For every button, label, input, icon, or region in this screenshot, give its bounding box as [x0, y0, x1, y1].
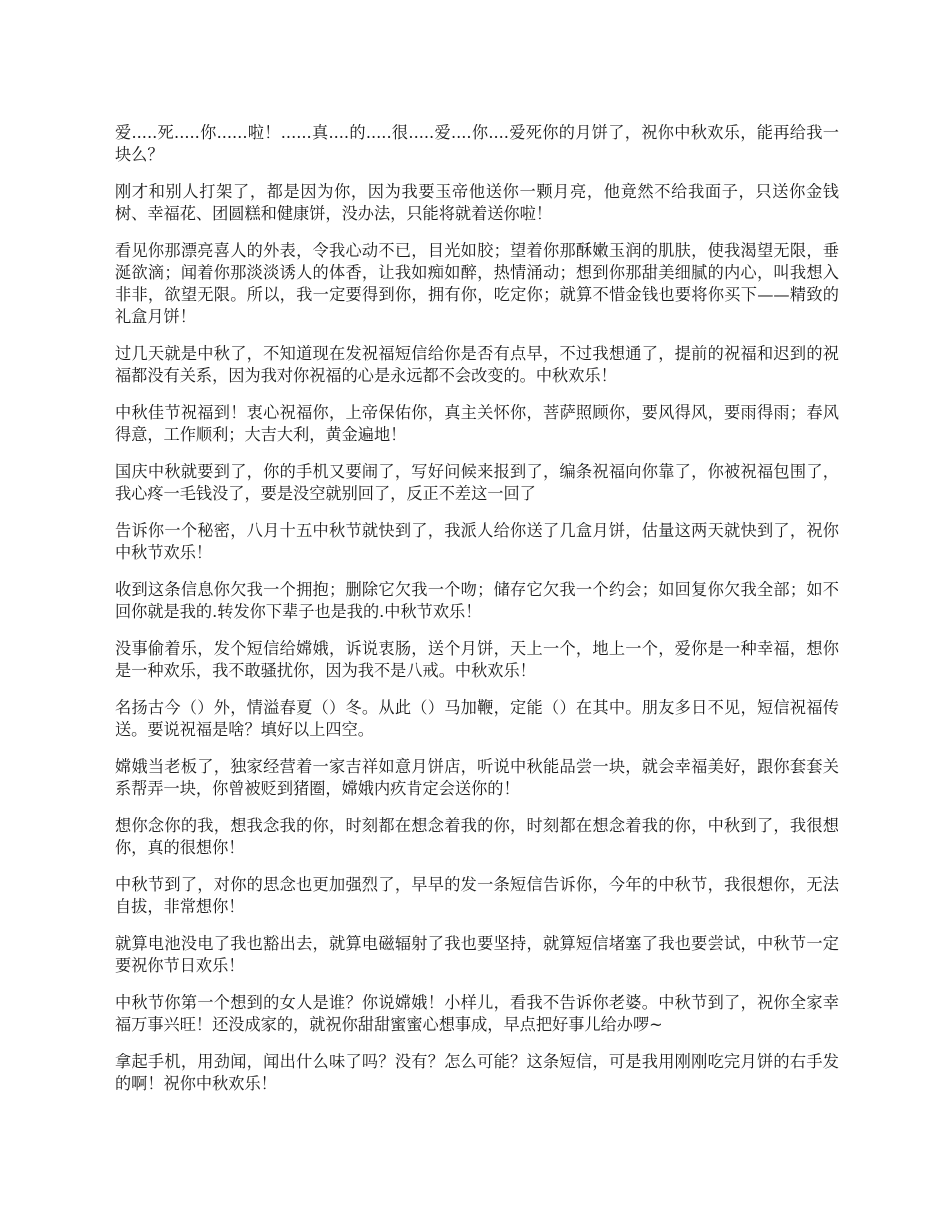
- paragraph: 中秋节你第一个想到的女人是谁？你说嫦娥！小样儿，看我不告诉你老婆。中秋节到了，祝你全家幸福万事兴旺！还没成家的，就祝你甜甜蜜蜜心想事成，早点把好事儿给办啰~: [115, 993, 839, 1034]
- paragraph: 中秋佳节祝福到！衷心祝福你，上帝保佑你，真主关怀你，菩萨照顾你，要风得风，要雨得雨；春风得意，工作顺利；大吉大利，黄金遍地！: [115, 403, 839, 444]
- paragraph: 想你念你的我，想我念我的你，时刻都在想念着我的你，时刻都在想念着我的你，中秋到了，我很想你，真的很想你！: [115, 816, 839, 857]
- document-body: [115, 122, 839, 1110]
- paragraph: 没事偷着乐，发个短信给嫦娥，诉说衷肠，送个月饼，天上一个，地上一个，爱你是一种幸福，想你是一种欢乐，我不敢骚扰你，因为我不是八戒。中秋欢乐！: [115, 639, 839, 680]
- paragraph: 中秋节到了，对你的思念也更加强烈了，早早的发一条短信告诉你，今年的中秋节，我很想你，无法自拔，非常想你！: [115, 875, 839, 916]
- paragraph: 名扬古今（）外，情溢春夏（）冬。从此（）马加鞭，定能（）在其中。朋友多日不见，短信祝福传送。要说祝福是啥？填好以上四空。: [115, 698, 839, 739]
- paragraph: 国庆中秋就要到了，你的手机又要闹了，写好问候来报到了，编条祝福向你靠了，你被祝福包围了，我心疼一毛钱没了，要是没空就别回了，反正不差这一回了: [115, 462, 839, 503]
- paragraph: 拿起手机，用劲闻，闻出什么味了吗？没有？怎么可能？这条短信，可是我用刚刚吃完月饼的右手发的啊！祝你中秋欢乐！: [115, 1052, 839, 1093]
- paragraph: 收到这条信息你欠我一个拥抱；删除它欠我一个吻；储存它欠我一个约会；如回复你欠我全部；如不回你就是我的.转发你下辈子也是我的.中秋节欢乐！: [115, 580, 839, 621]
- paragraph: 爱.....死.....你......啦！......真....的.....很.....爱....你....爱死你的月饼了，祝你中秋欢乐，能再给我一块么？: [115, 123, 839, 164]
- paragraph: 刚才和别人打架了，都是因为你，因为我要玉帝他送你一颗月亮，他竟然不给我面子，只送你金钱树、幸福花、团圆糕和健康饼，没办法，只能将就着送你啦！: [115, 182, 839, 223]
- paragraph: 告诉你一个秘密，八月十五中秋节就快到了，我派人给你送了几盒月饼，估量这两天就快到了，祝你中秋节欢乐！: [115, 521, 839, 562]
- paragraph: 嫦娥当老板了，独家经营着一家吉祥如意月饼店，听说中秋能品尝一块，就会幸福美好，跟你套套关系帮弄一块，你曾被贬到猪圈，嫦娥内疚肯定会送你的！: [115, 757, 839, 798]
- paragraph: 看见你那漂亮喜人的外表，令我心动不已，目光如胶；望着你那酥嫩玉润的肌肤，使我渴望无限，垂涎欲滴；闻着你那淡淡诱人的体香，让我如痴如醉，热情涌动；想到你那甜美细腻的内心，叫我想入非非，欲望无限。所以，我一定要得到你，拥有你，吃定你；就算不惜金钱也要将你买下——精致的礼盒月饼！: [115, 241, 839, 326]
- paragraph: 就算电池没电了我也豁出去，就算电磁辐射了我也要坚持，就算短信堵塞了我也要尝试，中秋节一定要祝你节日欢乐！: [115, 934, 839, 975]
- paragraph: 过几天就是中秋了，不知道现在发祝福短信给你是否有点早，不过我想通了，提前的祝福和迟到的祝福都没有关系，因为我对你祝福的心是永远都不会改变的。中秋欢乐！: [115, 344, 839, 385]
